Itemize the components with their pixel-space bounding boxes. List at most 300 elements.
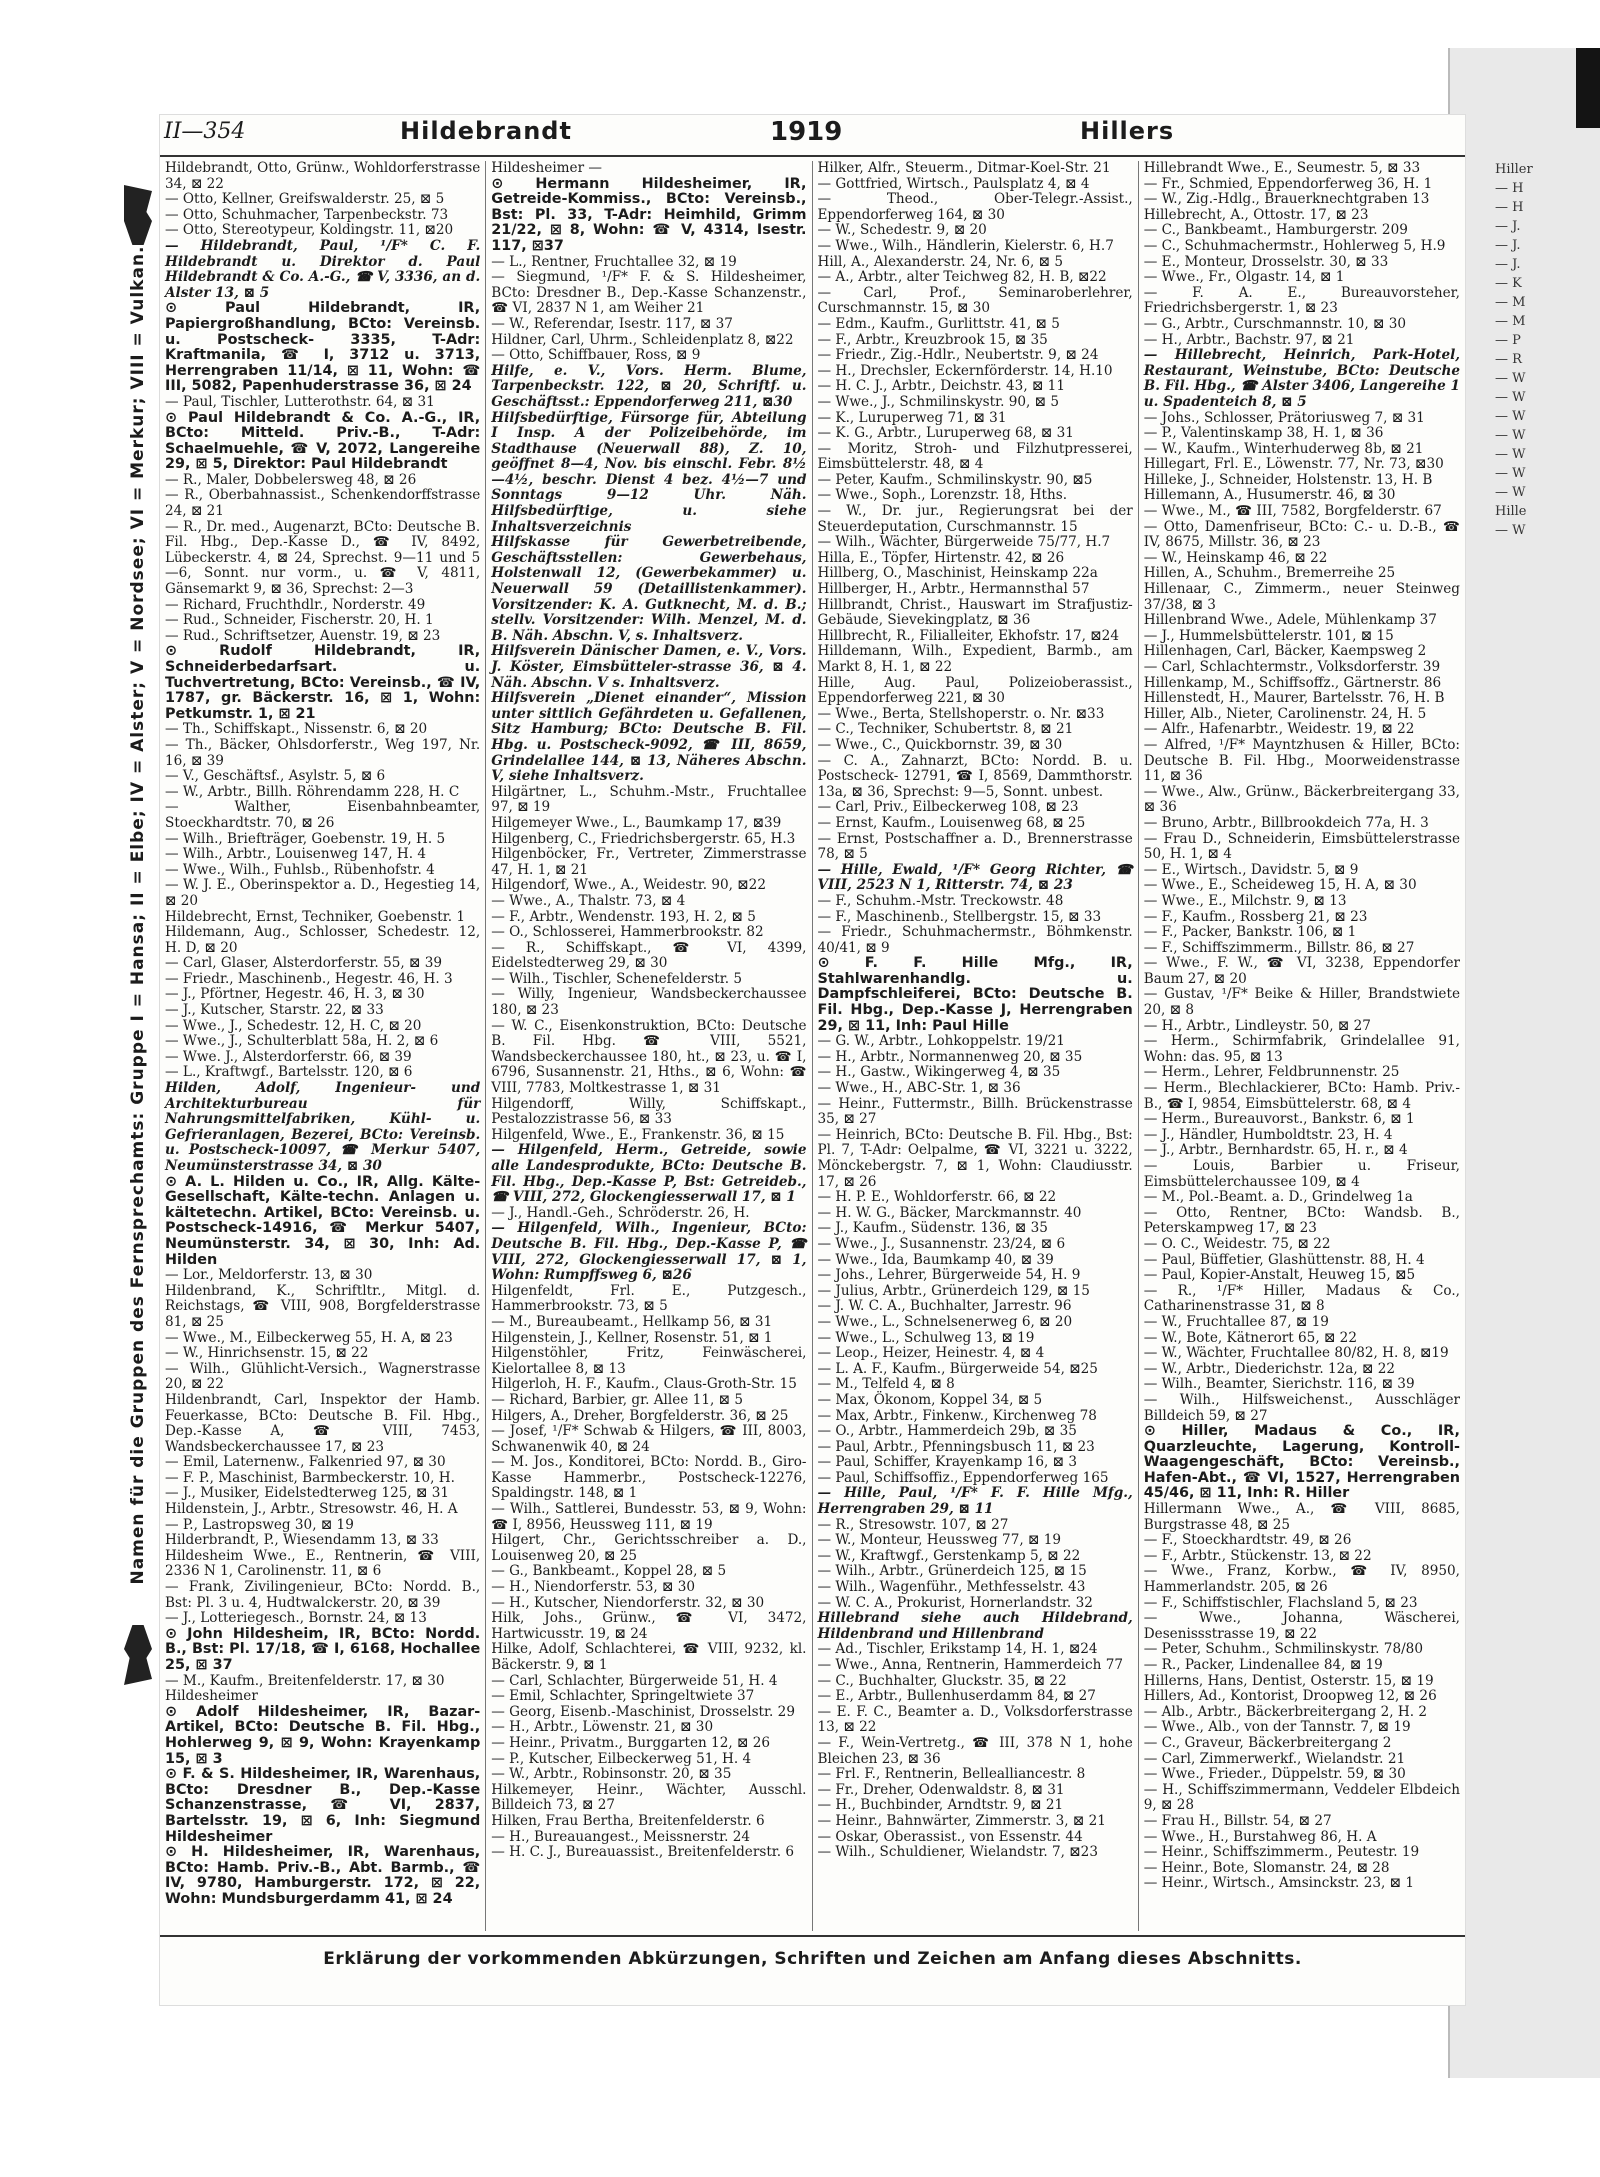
directory-entry: — J., Hummelsbüttelerstr. 101, ⊠ 15 [1143, 627, 1394, 644]
directory-entry: Hilk, Johs., Grünw., ☎ VI, 3472, Hartwicusstr. 19, ⊠ 24 [491, 1610, 807, 1642]
directory-entry: — Louis, Barbier u. Friseur, Eimsbüttelerchaussee 109, ⊠ 4 [1143, 1158, 1460, 1190]
directory-entry: — A., Arbtr., alter Teichweg 82, H. B, ⊠22 [817, 269, 1107, 286]
directory-entry: — Peter, Schuhm., Schmilinskystr. 78/80 [1143, 1641, 1423, 1658]
scan-border [1576, 48, 1600, 128]
directory-entry: Hillebrandt Wwe., E., Seumestr. 5, ⊠ 33 [1143, 161, 1421, 176]
directory-entry: Hilkemeyer, Heinr., Wächter, Ausschl. Billdeich 73, ⊠ 27 [491, 1781, 807, 1814]
directory-entry: Hillebrecht, A., Ottostr. 17, ⊠ 23 [1143, 206, 1369, 223]
directory-entry: — W., Heinskamp 46, ⊠ 22 [1143, 549, 1328, 566]
directory-entry: — Wilh., Arbtr., Louisenweg 147, H. 4 [165, 846, 427, 863]
page-number: II—354 [164, 119, 246, 144]
header-rule [160, 155, 1465, 157]
directory-entry: ⊙ Paul Hildebrandt, IR, Papiergroßhandlung, BCto: Vereinsb. u. Postscheck- 3335, T-Adr: Kraftmanila, ☎ I, 3712 u. 3713, Herrengraben 11/14, ⊠ 11, Wohn: ☎ III, 5082, Papenhuderstrasse 36, ⊠ 24 [165, 300, 481, 395]
directory-entry: — Paul, Schiffer, Krayenkamp 16, ⊠ 3 [817, 1454, 1077, 1471]
directory-entry: Hillegart, Frl. E., Löwenstr. 77, Nr. 73, ⊠30 [1143, 456, 1444, 473]
directory-entry: Hillenkamp, M., Schiffsoffz., Gärtnerstr. 86 [1143, 674, 1442, 691]
directory-entry: — Wwe., J., Schulterblatt 58a, H. 2, ⊠ 6 [165, 1033, 439, 1050]
directory-entry: — W., Fruchtallee 87, ⊠ 19 [1143, 1313, 1329, 1330]
fragment-line: — W [1495, 523, 1526, 538]
directory-entry: — Ernst, Kaufm., Louisenweg 68, ⊠ 25 [817, 814, 1086, 831]
directory-entry: — F. A. E., Bureauvorsteher, Friedrichsbergerstr. 1, ⊠ 23 [1143, 284, 1460, 317]
directory-entry: Hilke, Adolf, Schlachterei, ☎ VIII, 9232, kl. Bäckerstr. 9, ⊠ 1 [491, 1641, 807, 1673]
directory-entry: — L., Kraftwgf., Bartelsstr. 120, ⊠ 6 [165, 1064, 413, 1081]
directory-entry: — Otto, Damenfriseur, BCto: C.- u. D.-B., ☎ IV, 8675, Millstr. 36, ⊠ 23 [1143, 518, 1460, 551]
directory-entry: — E. F. C., Beamter a. D., Volksdorferstrasse 13, ⊠ 22 [817, 1703, 1133, 1736]
directory-entry: — V., Geschäftsf., Asylstr. 5, ⊠ 6 [165, 768, 386, 785]
directory-entry: — Hillebrecht, Heinrich, Park-Hotel, Restaurant, Weinstube, BCto: Deutsche B. Fil. Hbg., ☎ Alster 3406, Langereihe 1 u. Spadenteich 8, ⊠ 5 [1143, 347, 1460, 410]
directory-entry: Hillbrandt, Christ., Hauswart im Strafjustiz-Gebäude, Sievekingplatz, ⊠ 36 [817, 596, 1133, 629]
directory-entry: — R., Dr. med., Augenarzt, BCto: Deutsche B. Fil. Hbg., Dep.-Kasse D., ☎ IV, 8492, Lübeckerstr. 4, ⊠ 24, Sprechst. 9—11 und 5—6, Sonnt. nur vorm., u. ☎ V, 4811, Gänsemarkt 9, ⊠ 36, Sprechst: 2—3 [165, 518, 481, 598]
directory-entry: — Johs., Lehrer, Bürgerweide 54, H. 9 [817, 1267, 1081, 1284]
directory-entry: — Richard, Barbier, gr. Allee 11, ⊠ 5 [491, 1391, 743, 1408]
directory-entry: — P., Kutscher, Eilbeckerweg 51, H. 4 [491, 1750, 752, 1767]
directory-entry: — Carl, Schlachtermstr., Volksdorferstr. 39 [1143, 659, 1441, 675]
directory-entry: — Otto, Stereotypeur, Koldingstr. 11, ⊠20 [165, 222, 454, 239]
directory-entry: ⊙ F. & S. Hildesheimer, IR, Warenhaus, BCto: Dresdner B., Dep.-Kasse Schanzenstrasse, ☎ VI, 2837, Bartelsstr. 19, ⊠ 6, Inh: Siegmund Hildesheimer [165, 1766, 481, 1845]
directory-page [128, 115, 1465, 2005]
directory-entry: Hilgerloh, H. F., Kaufm., Claus-Groth-Str. 15 [491, 1376, 797, 1393]
directory-entry: — F., Maschinenb., Stellbergstr. 15, ⊠ 33 [817, 908, 1102, 925]
fragment-line: — J. [1495, 257, 1521, 272]
directory-entry: — Wwe., Anna, Rentnerin, Hammerdeich 77 [817, 1657, 1124, 1673]
directory-entry: Hilgendorf, Wwe., A., Weidestr. 90, ⊠22 [491, 877, 766, 894]
directory-entry: — F., Arbtr., Wendenstr. 193, H. 2, ⊠ 5 [491, 908, 756, 925]
directory-entry: — Wilh., Glühlicht-Versich., Wagnerstrasse 20, ⊠ 22 [165, 1360, 481, 1393]
directory-entry: — R., Schiffskapt., ☎ VI, 4399, Eidelstedterweg 29, ⊠ 30 [491, 939, 807, 972]
directory-entry: Hille, Aug. Paul, Polizeioberassist., Eppendorferweg 221, ⊠ 30 [817, 674, 1133, 707]
directory-entry: Hildebrecht, Ernst, Techniker, Goebenstr. 1 [165, 908, 466, 925]
directory-entry: Hildenbrand, K., Schriftltr., Mitgl. d. Reichstags, ☎ VIII, 908, Borgfelderstrasse 81, ⊠ 25 [165, 1282, 481, 1330]
directory-entry: — Alb., Arbtr., Bäckerbreitergang 2, H. 2 [1143, 1703, 1428, 1720]
directory-entry: — F., Schiffstischler, Flachsland 5, ⊠ 23 [1143, 1594, 1418, 1611]
directory-entry: — O., Schlosserei, Hammerbrookstr. 82 [491, 924, 764, 941]
directory-entry: — Frl. F., Rentnerin, Bellealliancestr. 8 [817, 1766, 1086, 1783]
fragment-line: — W [1495, 428, 1526, 443]
directory-entry: — H., Drechsler, Eckernförderstr. 14, H.10 [817, 362, 1113, 379]
directory-entry: — Wilh., Arbtr., Grünerdeich 125, ⊠ 15 [817, 1563, 1087, 1580]
directory-entry: Hilgenfeld, Wwe., E., Frankenstr. 36, ⊠ 15 [491, 1126, 785, 1143]
directory-entry: — H., Gastw., Wikingerweg 4, ⊠ 35 [817, 1064, 1061, 1081]
directory-entry: — Paul, Büffetier, Glashüttenstr. 88, H. 4 [1143, 1251, 1425, 1268]
directory-entry: — Rud., Schneider, Fischerstr. 20, H. 1 [165, 612, 434, 629]
directory-entry: — C., Graveur, Bäckerbreitergang 2 [1143, 1734, 1392, 1751]
directory-entry: — Alfred, ¹/F* Mayntzhusen & Hiller, BCto: Deutsche B. Fil. Hbg., Moorweidenstrasse 11, ⊠ 36 [1143, 736, 1460, 785]
fragment-line: — R [1495, 352, 1522, 367]
directory-entry: — M., Bureaubeamt., Hellkamp 56, ⊠ 31 [491, 1313, 773, 1330]
directory-entry: — Paul, Arbtr., Pfenningsbusch 11, ⊠ 23 [817, 1438, 1095, 1455]
directory-entry: ⊙ Paul Hildebrandt & Co. A.-G., IR, BCto: Mitteld. Priv.-B., T-Adr: Schaelmuehle, ☎ V, 2072, Langereihe 29, ⊠ 5, Direktor: Paul Hildebrandt [165, 409, 481, 473]
directory-entry: — L., Rentner, Fruchtallee 32, ⊠ 19 [491, 253, 737, 270]
directory-entry: — Wwe., J., Schmilinskystr. 90, ⊠ 5 [817, 393, 1060, 410]
directory-entry: Hilldemann, Wilh., Expedient, Barmb., am Markt 8, H. 1, ⊠ 22 [817, 643, 1133, 675]
directory-entry: — Frau H., Billstr. 54, ⊠ 27 [1143, 1812, 1332, 1829]
directory-entry: — H., Arbtr., Lindleystr. 50, ⊠ 27 [1143, 1017, 1371, 1034]
fragment-line: — W [1495, 447, 1526, 462]
directory-entry: — J., Kutscher, Starstr. 22, ⊠ 33 [165, 1002, 384, 1019]
directory-entry: — Herm., Lehrer, Feldbrunnenstr. 25 [1143, 1064, 1400, 1081]
directory-entry: — R., Packer, Lindenallee 84, ⊠ 19 [1143, 1657, 1383, 1673]
directory-entry: — G. W., Arbtr., Lohkoppelstr. 19/21 [817, 1033, 1065, 1050]
directory-entry: — Wilh., Tischler, Schenefelderstr. 5 [491, 970, 743, 987]
directory-entry: Hillenhagen, Carl, Bäcker, Kaempsweg 2 [1143, 643, 1427, 660]
directory-entry: — E., Wirtsch., Davidstr. 5, ⊠ 9 [1143, 861, 1359, 878]
directory-entry: — H. C. J., Bureauassist., Breitenfelderstr. 6 [491, 1844, 795, 1861]
directory-entry: Hilgers, A., Dreher, Borgfelderstr. 36, ⊠ 25 [491, 1407, 789, 1424]
fragment-line: — W [1495, 371, 1526, 386]
directory-entry: Hillberg, O., Maschinist, Heinskamp 22a [817, 565, 1098, 582]
directory-entry: Hildebrandt, Otto, Grünw., Wohldorferstrasse 34, ⊠ 22 [165, 161, 481, 192]
directory-entry: — Otto, Schuhmacher, Tarpenbeckstr. 73 [165, 206, 449, 223]
directory-entry: — Wilh., Schuldiener, Wielandstr. 7, ⊠23 [817, 1844, 1098, 1861]
directory-entry: — H., Bureauangest., Meissnerstr. 24 [491, 1828, 751, 1845]
directory-entry: — Otto, Schiffbauer, Ross, ⊠ 9 [491, 347, 701, 364]
directory-entry: — M., Kaufm., Breitenfelderstr. 17, ⊠ 30 [165, 1672, 445, 1689]
first-surname: Hildebrandt [400, 117, 572, 145]
fragment-line: Hiller [1495, 162, 1533, 177]
directory-entry: Hilgenstöhler, Fritz, Feinwäscherei, Kielortallee 8, ⊠ 13 [491, 1345, 807, 1377]
directory-entry: — Wwe., Wilh., Fuhlsb., Rübenhofstr. 4 [165, 861, 435, 878]
directory-entry: ⊙ John Hildesheim, IR, BCto: Nordd. B., Bst: Pl. 17/18, ☎ I, 6168, Hochallee 25, ⊠ 37 [165, 1625, 481, 1673]
directory-entry: — C., Buchhalter, Gluckstr. 35, ⊠ 22 [817, 1672, 1067, 1689]
directory-entry: — J. W. C. A., Buchhalter, Jarrestr. 96 [817, 1298, 1072, 1315]
directory-entry: — Wwe., J., Schedestr. 12, H. C, ⊠ 20 [165, 1017, 422, 1034]
adjacent-page-fragments [1495, 160, 1595, 540]
directory-entry: — W. J. E., Oberinspektor a. D., Hegestieg 14, ⊠ 20 [165, 877, 481, 909]
directory-entry: — H., Arbtr., Löwenstr. 21, ⊠ 30 [491, 1719, 714, 1736]
directory-entry: — M., Pol.-Beamt. a. D., Grindelweg 1a [1143, 1189, 1413, 1206]
directory-entry: — F., Stoeckhardtstr. 49, ⊠ 26 [1143, 1532, 1352, 1549]
directory-entry: Hilken, Frau Bertha, Breitenfelderstr. 6 [491, 1812, 765, 1829]
directory-entry: — Wwe., Johanna, Wäscherei, Desenissstrasse 19, ⊠ 22 [1143, 1610, 1460, 1642]
directory-entry: Hilgenberg, C., Friedrichsbergerstr. 65, H.3 [491, 830, 796, 847]
directory-entry: — Max, Ökonom, Koppel 34, ⊠ 5 [817, 1391, 1043, 1408]
directory-entry: — Herm., Blechlackierer, BCto: Hamb. Priv.-B., ☎ I, 9854, Eimsbüttelerstr. 68, ⊠ 4 [1143, 1080, 1460, 1112]
fragment-line: — W [1495, 390, 1526, 405]
directory-entry: Hilgemeyer Wwe., L., Baumkamp 17, ⊠39 [491, 814, 782, 831]
directory-entry: Hildesheimer — [491, 161, 603, 176]
directory-entry: ⊙ Adolf Hildesheimer, IR, Bazar-Artikel, BCto: Deutsche B. Fil. Hbg., Hohlerweg 9, ⊠ 9, Wohn: Krayenkamp 15, ⊠ 3 [165, 1703, 481, 1767]
exchange-group-banner [118, 205, 158, 1655]
directory-entry: — Frau D., Schneiderin, Eimsbüttelerstrasse 50, H. 1, ⊠ 4 [1143, 830, 1460, 863]
directory-entry: Hildenbrandt, Carl, Inspektor der Hamb. Feuerkasse, BCto: Deutsche B. Fil. Hbg., Dep.-Kasse A, ☎ VIII, 7453, Wandsbeckerchaussee 17, ⊠ 23 [165, 1391, 481, 1455]
directory-entry: — Wilh., Wagenführ., Methfesselstr. 43 [817, 1579, 1086, 1596]
directory-entry: — Heinr., Wirtsch., Amsinckstr. 23, ⊠ 1 [1143, 1875, 1415, 1892]
directory-entry: — O. C., Weidestr. 75, ⊠ 22 [1143, 1235, 1331, 1252]
directory-entry: — M. Jos., Konditorei, BCto: Nordd. B., Giro-Kasse Hammerbr., Postscheck-12276, Spaldingstr. 148, ⊠ 1 [491, 1454, 807, 1502]
column-2 [486, 161, 812, 1931]
directory-entry: — Wwe., Ida, Baumkamp 40, ⊠ 39 [817, 1251, 1054, 1268]
directory-entry: — W., Hinrichsenstr. 15, ⊠ 22 [165, 1345, 369, 1362]
column-1 [160, 161, 486, 1931]
directory-entry: — F., Wein-Vertretg., ☎ III, 378 N 1, hohe Bleichen 23, ⊠ 36 [817, 1734, 1133, 1767]
directory-entry: — Georg, Eisenb.-Maschinist, Drosselstr. 29 [491, 1703, 795, 1720]
directory-entry: — Siegmund, ¹/F* F. & S. Hildesheimer, BCto: Dresdner B., Dep.-Kasse Schanzenstr., ☎ VI, 2837 N 1, am Weiher 21 [491, 269, 807, 317]
directory-entry: — Friedr., Maschinenb., Hegestr. 46, H. 3 [165, 970, 453, 987]
directory-entry: — Herm., Schirmfabrik, Grindelallee 91, Wohn: das. 95, ⊠ 13 [1143, 1033, 1460, 1065]
fragment-line: — W [1495, 409, 1526, 424]
directory-entry: Hillers, Ad., Kontorist, Droopweg 12, ⊠ 26 [1143, 1688, 1437, 1705]
directory-entry: — K. G., Arbtr., Luruperweg 68, ⊠ 31 [817, 425, 1074, 442]
directory-entry: — Ad., Tischler, Erikstamp 14, H. 1, ⊠24 [817, 1641, 1098, 1658]
directory-entry: — Wwe., H., Burstahweg 86, H. A [1143, 1828, 1377, 1845]
fragment-line: Hille [1495, 504, 1527, 519]
directory-entry: — J., Musiker, Eidelstedterweg 125, ⊠ 31 [165, 1485, 450, 1502]
directory-entry: — Carl, Glaser, Alsterdorferstr. 55, ⊠ 39 [165, 955, 443, 972]
directory-entry: — Carl, Zimmerwerkf., Wielandstr. 21 [1143, 1750, 1406, 1767]
directory-entry: Hildner, Carl, Uhrm., Schleidenplatz 8, ⊠22 [491, 331, 794, 348]
directory-entry: — Gustav, ¹/F* Beike & Hiller, Brandstwiete 20, ⊠ 8 [1143, 986, 1460, 1019]
directory-entry: — Wwe., Alw., Grünw., Bäckerbreitergang 33, ⊠ 36 [1143, 783, 1460, 816]
directory-entry: — Paul, Schiffsoffiz., Eppendorferweg 165 [817, 1469, 1109, 1486]
directory-entry: Hildesheimer [165, 1688, 258, 1705]
directory-entry: ⊙ Hermann Hildesheimer, IR, Getreide-Kommiss., BCto: Vereinsb., Bst: Pl. 33, T-Adr: Heimhild, Grimm 21/22, ⊠ 8, Wohn: ☎ V, 4314, Isestr. 117, ⊠37 [491, 175, 807, 254]
directory-entry: Hilker, Alfr., Steuerm., Ditmar-Koel-Str. 21 [817, 161, 1111, 176]
directory-entry: — K., Luruperweg 71, ⊠ 31 [817, 409, 1007, 426]
directory-entry: — Th., Schiffskapt., Nissenstr. 6, ⊠ 20 [165, 721, 428, 738]
column-4 [1139, 161, 1465, 1931]
directory-entry: — Hilgenfeld, Wilh., Ingenieur, BCto: Deutsche B. Fil. Hbg., Dep.-Kasse P, ☎ VIII, 272, Glockengiesserwall 17, ⊠ 1, Wohn: Rumpffsweg 6, ⊠26 [491, 1220, 807, 1284]
directory-entry: — Max, Arbtr., Finkenw., Kirchenweg 78 [817, 1407, 1097, 1424]
directory-entry: Hilfsverein Dänischer Damen, e. V., Vors. J. Köster, Eimsbütteler-strasse 36, ⊠ 4. Näh. Abschn. V s. Inhaltsverz. [491, 643, 807, 691]
directory-entry: — Wilh., Wächter, Bürgerweide 75/77, H.7 [817, 534, 1111, 551]
directory-entry: — Frank, Zivilingenieur, BCto: Nordd. B., Bst: Pl. 3 u. 4, Hudtwalckerstr. 20, ⊠ 39 [165, 1579, 481, 1611]
fragment-line: — H [1495, 181, 1524, 196]
directory-entry: — G., Arbtr., Curschmannstr. 10, ⊠ 30 [1143, 315, 1406, 332]
directory-entry: — Oskar, Oberassist., von Essenstr. 44 [817, 1828, 1083, 1845]
directory-entry: — Wilh., Hilfsweichenst., Ausschläger Billdeich 59, ⊠ 27 [1143, 1391, 1460, 1424]
directory-entry: — H., Buchbinder, Arndtstr. 9, ⊠ 21 [817, 1797, 1064, 1814]
page-header [160, 115, 1465, 153]
fragment-line: — J. [1495, 219, 1521, 234]
directory-entry: — Wilh., Sattlerei, Bundesstr. 53, ⊠ 9, Wohn: ☎ I, 8956, Heussweg 111, ⊠ 19 [491, 1501, 807, 1533]
directory-entry: — C., Schuhmachermstr., Hohlerweg 5, H.9 [1143, 237, 1446, 254]
directory-entry: — Heinr., Schiffszimmerm., Peutestr. 19 [1143, 1844, 1420, 1861]
directory-entry: — W., Bote, Kätnerort 65, ⊠ 22 [1143, 1329, 1357, 1346]
directory-entry: — Edm., Kaufm., Gurlittstr. 41, ⊠ 5 [817, 315, 1060, 332]
directory-entry: — Walther, Eisenbahnbeamter, Stoeckhardtstr. 70, ⊠ 26 [165, 799, 481, 831]
directory-entry: Hildesheim Wwe., E., Rentnerin, ☎ VIII, 2336 N 1, Carolinenstr. 11, ⊠ 6 [165, 1547, 481, 1580]
directory-entry: Hillenstedt, H., Maurer, Bartelsstr. 76, H. B [1143, 690, 1445, 707]
directory-entry: — Leop., Heizer, Heinestr. 4, ⊠ 4 [817, 1345, 1045, 1362]
directory-entry: — J., Kaufm., Südenstr. 136, ⊠ 35 [817, 1220, 1048, 1237]
directory-entry: — L. A. F., Kaufm., Bürgerweide 54, ⊠25 [817, 1360, 1098, 1377]
directory-entry: — Lor., Meldorferstr. 13, ⊠ 30 [165, 1267, 373, 1284]
directory-entry: Hillenbrand Wwe., Adele, Mühlenkamp 37 [1143, 612, 1437, 629]
directory-entry: — H., Schiffszimmermann, Veddeler Elbdeich 9, ⊠ 28 [1143, 1781, 1460, 1814]
directory-entry: Hillemann, A., Husumerstr. 46, ⊠ 30 [1143, 487, 1396, 504]
directory-entry: ⊙ F. F. Hille Mfg., IR, Stahlwarenhandlg. u. Dampfschleiferei, BCto: Deutsche B. Fil. Hbg., Dep.-Kasse J, Herrengraben 29, ⊠ 11, Inh: Paul Hille [817, 955, 1133, 1034]
directory-entry: Hilgert, Chr., Gerichtsschreiber a. D., Louisenweg 20, ⊠ 25 [491, 1532, 807, 1564]
fragment-line: — M [1495, 295, 1526, 310]
directory-entry: — Th., Bäcker, Ohlsdorferstr., Weg 197, Nr. 16, ⊠ 39 [165, 736, 481, 769]
directory-entry: — W., Monteur, Heussweg 77, ⊠ 19 [817, 1532, 1061, 1549]
directory-entry: Hillberger, H., Arbtr., Hermannsthal 57 [817, 581, 1090, 598]
directory-entry: — Julius, Arbtr., Grünerdeich 129, ⊠ 15 [817, 1282, 1090, 1299]
directory-entry: — F., Arbtr., Stückenstr. 13, ⊠ 22 [1143, 1547, 1372, 1564]
fragment-line: — H [1495, 200, 1524, 215]
directory-entry: — Otto, Kellner, Greifswalderstr. 25, ⊠ 5 [165, 191, 445, 208]
directory-entry: — P., Lastropsweg 30, ⊠ 19 [165, 1516, 354, 1533]
directory-entry: — H., Arbtr., Bachstr. 97, ⊠ 21 [1143, 331, 1355, 348]
directory-entry: — R., Stresowstr. 107, ⊠ 27 [817, 1516, 1009, 1533]
directory-entry: — J., Händler, Humboldtstr. 23, H. 4 [1143, 1126, 1393, 1143]
directory-entry: Hiller, Alb., Nieter, Carolinenstr. 24, H. 5 [1143, 705, 1427, 722]
directory-entry: — W., Zig.-Hdlg., Brauerknechtgraben 13 [1143, 191, 1430, 208]
directory-entry: — W., Dr. jur., Regierungsrat bei der Steuerdeputation, Curschmannstr. 15 [817, 503, 1133, 535]
directory-entry: — W., Kaufm., Winterhuderweg 8b, ⊠ 21 [1143, 440, 1424, 457]
directory-entry: — Gottfried, Wirtsch., Paulsplatz 4, ⊠ 4 [817, 175, 1090, 192]
directory-entry: — Peter, Kaufm., Schmilinskystr. 90, ⊠5 [817, 471, 1093, 488]
directory-entry: — Wwe., F. W., ☎ VI, 3238, Eppendorfer Baum 27, ⊠ 20 [1143, 955, 1460, 987]
directory-entry: — Hilgenfeld, Herm., Getreide, sowie alle Landesprodukte, BCto: Deutsche B. Fil. Hbg., Dep.-Kasse P, Bst: Getreideb., ☎ VIII, 272, Glockengiesserwall 17, ⊠ 1 [491, 1142, 807, 1206]
directory-entry: Hillebrand siehe auch Hildebrand, Hildenbrand und Hillenbrand [817, 1610, 1133, 1642]
directory-entry: — Carl, Prof., Seminaroberlehrer, Curschmannstr. 15, ⊠ 30 [817, 284, 1133, 317]
directory-entry: — Alfr., Hafenarbtr., Weidestr. 19, ⊠ 22 [1143, 721, 1415, 738]
directory-entry: — F., Kaufm., Rossberg 21, ⊠ 23 [1143, 908, 1368, 925]
directory-entry: — Wwe., C., Quickbornstr. 39, ⊠ 30 [817, 736, 1063, 753]
directory-entry: — Heinrich, BCto: Deutsche B. Fil. Hbg., Bst: Pl. 7, T-Adr: Oelpalme, ☎ VI, 3221 u. 3222, Mönckebergstr. 7, ⊠ 1, Wohn: Claudiusstr. 17, ⊠ 26 [817, 1126, 1133, 1190]
directory-entry: — Friedr., Schuhmachermstr., Böhmkenstr. 40/41, ⊠ 9 [817, 924, 1133, 956]
directory-entry: — Wwe., E., Scheideweg 15, H. A, ⊠ 30 [1143, 877, 1417, 894]
directory-entry: — H., Kutscher, Niendorferstr. 32, ⊠ 30 [491, 1594, 765, 1611]
directory-entry: ⊙ H. Hildesheimer, IR, Warenhaus, BCto: Hamb. Priv.-B., Abt. Barmb., ☎ IV, 9780, Hamburgerstr. 172, ⊠ 22, Wohn: Mundsburgerdamm 41, ⊠ 24 [165, 1844, 481, 1907]
directory-entry: — W., Arbtr., Billh. Röhrendamm 228, H. C [165, 783, 460, 800]
directory-entry: — W., Referendar, Isestr. 117, ⊠ 37 [491, 315, 733, 332]
directory-entry: Hilgärtner, L., Schuhm.-Mstr., Fruchtallee 97, ⊠ 19 [491, 783, 807, 816]
directory-entry: — R., Oberbahnassist., Schenkendorffstrasse 24, ⊠ 21 [165, 487, 481, 520]
directory-entry: Hildemann, Aug., Schlosser, Schedestr. 12, H. D, ⊠ 20 [165, 924, 481, 956]
directory-entry: — F., Packer, Bankstr. 106, ⊠ 1 [1143, 924, 1357, 941]
directory-entry: — Heinr., Privatm., Burggarten 12, ⊠ 26 [491, 1734, 771, 1751]
directory-entry: — Paul, Kopier-Anstalt, Heuweg 15, ⊠5 [1143, 1267, 1416, 1284]
directory-entry: — C. A., Zahnarzt, BCto: Nordd. B. u. Postscheck- 12791, ☎ I, 8569, Dammthorstr. 13a, ⊠ 36, Sprechst: 9—5, Sonnt. unbest. [817, 752, 1133, 800]
directory-entry: — Rud., Schriftsetzer, Auenstr. 19, ⊠ 23 [165, 627, 441, 644]
directory-entry: — F., Schiffszimmerm., Billstr. 86, ⊠ 27 [1143, 939, 1415, 956]
directory-entry: — E., Arbtr., Bullenhuserdamm 84, ⊠ 27 [817, 1688, 1096, 1705]
directory-entry: — W., Wächter, Fruchtallee 80/82, H. 8, ⊠19 [1143, 1345, 1449, 1362]
directory-entry: Hilgenböcker, Fr., Vertreter, Zimmerstrasse 47, H. 1, ⊠ 21 [491, 846, 807, 878]
directory-entry: — Carl, Priv., Eilbeckerweg 108, ⊠ 23 [817, 799, 1079, 816]
directory-entry: ⊙ Hiller, Madaus & Co., IR, Quarzleuchte, Lagerung, Kontroll-Waagengeschäft, BCto: Vereinsb., Hafen-Abt., ☎ VI, 1527, Herrengraben 45/46, ⊠ 11, Inh: R. Hiller [1143, 1423, 1460, 1502]
directory-entry: Hilgenfeldt, Frl. E., Putzgesch., Hammerbrookstr. 73, ⊠ 5 [491, 1282, 807, 1315]
footer-rule [160, 1935, 1465, 1937]
directory-entry: — Wwe., E., Milchstr. 9, ⊠ 13 [1143, 892, 1347, 909]
directory-entry: — Wwe. J., Alsterdorferstr. 66, ⊠ 39 [165, 1048, 412, 1065]
directory-entry: Hilfskasse für Gewerbetreibende, Geschäftsstellen: Gewerbehaus, Holstenwall 12, (Gewerbekammer) u. Neuerwall 59 (Detaillistenkammer). Vorsitzender: K. A. Gutknecht, M. d. B.; stellv. Vorsitzender: Wilh. Menzel, M. d. B. Näh. Abschn. V, s. Inhaltsverz. [491, 534, 807, 644]
directory-entry: — J., Lotteriegesch., Bornstr. 24, ⊠ 13 [165, 1610, 427, 1627]
directory-entry: — O., Arbtr., Hammerdeich 29b, ⊠ 35 [817, 1423, 1077, 1440]
directory-entry: Hilla, E., Töpfer, Hirtenstr. 42, ⊠ 26 [817, 549, 1065, 566]
directory-entry: — Paul, Tischler, Lutterothstr. 64, ⊠ 31 [165, 393, 435, 410]
directory-entry: — Friedr., Zig.-Hdlr., Neubertstr. 9, ⊠ 24 [817, 347, 1099, 364]
directory-entry: — Wwe., M., ☎ III, 7582, Borgfelderstr. 67 [1143, 503, 1442, 520]
directory-entry: — H. P. E., Wohldorferstr. 66, ⊠ 22 [817, 1189, 1057, 1206]
directory-columns [160, 161, 1465, 1931]
directory-entry: Hillerns, Hans, Dentist, Osterstr. 15, ⊠ 19 [1143, 1672, 1434, 1689]
directory-entry: Hillen, A., Schuhm., Bremerreihe 25 [1143, 565, 1396, 582]
footer-note: Erklärung der vorkommenden Abkürzungen, Schriften und Zeichen am Anfang dieses Abschnitts. [323, 1949, 1302, 1969]
directory-entry: — W. C., Eisenkonstruktion, BCto: Deutsche B. Fil. Hbg. ☎ VIII, 5521, Wandsbeckerchaussee 180, ht., ⊠ 23, u. ☎ I, 6796, Susannenstr. 21, Hths., ⊠ 6, Wohn: ☎ VIII, 7783, Moltkestrasse 1, ⊠ 31 [491, 1017, 807, 1097]
directory-entry: — Wwe., H., ABC-Str. 1, ⊠ 36 [817, 1080, 1021, 1097]
directory-entry: ⊙ A. L. Hilden u. Co., IR, Allg. Kälte-Gesellschaft, Kälte-techn. Anlagen u. kältetechn. Artikel, BCto: Vereinsb. u. Postscheck-14916, ☎ Merkur 5407, Neumünsterstr. 34, ⊠ 30, Inh: Ad. Hilden [165, 1173, 481, 1268]
directory-entry: — Wwe., A., Thalstr. 73, ⊠ 4 [491, 892, 686, 909]
directory-entry: — E., Monteur, Drosselstr. 30, ⊠ 33 [1143, 253, 1389, 270]
directory-entry: — W. C. A., Prokurist, Hornerlandstr. 32 [817, 1594, 1093, 1611]
directory-entry: — Emil, Schlachter, Springeltwiete 37 [491, 1688, 755, 1705]
last-surname: Hillers [1080, 117, 1175, 145]
directory-entry: Hillermann Wwe., A., ☎ VIII, 8685, Burgstrasse 48, ⊠ 25 [1143, 1501, 1460, 1533]
directory-entry: — Wwe., Alb., von der Tannstr. 7, ⊠ 19 [1143, 1719, 1411, 1736]
directory-entry: — W., Arbtr., Diederichstr. 12a, ⊠ 22 [1143, 1360, 1396, 1377]
directory-entry: Hillbrecht, R., Filialleiter, Ekhofstr. 17, ⊠24 [817, 627, 1119, 644]
directory-entry: — Hille, Paul, ¹/F* F. F. Hille Mfg., Herrengraben 29, ⊠ 11 [817, 1485, 1133, 1518]
directory-entry: — Fr., Dreher, Odenwaldstr. 8, ⊠ 31 [817, 1781, 1065, 1798]
directory-entry: — Josef, ¹/F* Schwab & Hilgers, ☎ III, 8003, Schwanenwik 40, ⊠ 24 [491, 1423, 807, 1455]
directory-entry: — Wwe., Fr., Olgastr. 14, ⊠ 1 [1143, 269, 1345, 286]
directory-entry: — Emil, Laternenw., Falkenried 97, ⊠ 30 [165, 1454, 446, 1471]
fragment-line: — K [1495, 276, 1522, 291]
fragment-line: — M [1495, 314, 1526, 329]
directory-entry: — W., Arbtr., Robinsonstr. 20, ⊠ 35 [491, 1766, 732, 1783]
banner-text: Namen für die Gruppen des Fernsprechamts: Gruppe I = Hansa; II = Elbe; IV = Alster; V = Nordsee; VI = Merkur; VIII = Vulkan. [128, 245, 148, 1585]
directory-entry: — Wwe., Berta, Stellshoperstr. o. Nr. ⊠33 [817, 705, 1105, 722]
column-3 [813, 161, 1139, 1931]
fragment-line: — P [1495, 333, 1521, 348]
directory-entry: Hilleke, J., Schneider, Holstenstr. 13, H. B [1143, 471, 1433, 488]
directory-entry: Hilgenstein, J., Kellner, Rosenstr. 51, ⊠ 1 [491, 1329, 773, 1346]
directory-entry: — Richard, Fruchthdlr., Norderstr. 49 [165, 596, 426, 613]
directory-entry: Hildenstein, J., Arbtr., Stresowstr. 46, H. A [165, 1501, 458, 1518]
fragment-line: — W [1495, 466, 1526, 481]
directory-entry: — Hildebrandt, Paul, ¹/F* C. F. Hildebrandt u. Direktor d. Paul Hildebrandt & Co. A.-G., ☎ V, 3336, an d. Alster 13, ⊠ 5 [165, 237, 481, 301]
fragment-line: — J. [1495, 238, 1521, 253]
directory-entry: Hilfsverein „Dienet einander“, Mission unter sittlich Gefährdeten u. Gefallenen, Sitz Hamburg; BCto: Deutsche B. Fil. Hbg. u. Postscheck-9092, ☎ III, 8659, Grindelallee 144, ⊠ 13, Näheres Abschn. V, siehe Inhaltsverz. [491, 690, 807, 785]
directory-entry: — Wwe., Wilh., Händlerin, Kielerstr. 6, H.7 [817, 237, 1114, 254]
year: 1919 [770, 117, 843, 147]
directory-entry: — F., Schuhm.-Mstr. Treckowstr. 48 [817, 892, 1064, 909]
directory-entry: — Bruno, Arbtr., Billbrookdeich 77a, H. 3 [1143, 814, 1429, 831]
directory-entry: — Wwe., L., Schulweg 13, ⊠ 19 [817, 1329, 1035, 1346]
directory-entry: Hilderbrandt, P., Wiesendamm 13, ⊠ 33 [165, 1532, 439, 1549]
fragment-line: — W [1495, 485, 1526, 500]
directory-entry: — P., Valentinskamp 38, H. 1, ⊠ 36 [1143, 425, 1384, 442]
directory-entry: — Moritz, Stroh- und Filzhutpresserei, Eimsbüttelerstr. 48, ⊠ 4 [817, 440, 1133, 473]
directory-entry: — W., Kraftwgf., Gerstenkamp 5, ⊠ 22 [817, 1547, 1081, 1564]
directory-entry: — Herm., Bureauvorst., Bankstr. 6, ⊠ 1 [1143, 1111, 1415, 1128]
directory-entry: — Heinr., Bote, Slomanstr. 24, ⊠ 28 [1143, 1859, 1390, 1876]
directory-entry: — H., Arbtr., Normannenweg 20, ⊠ 35 [817, 1048, 1083, 1065]
directory-entry: — C., Bankbeamt., Hamburgerstr. 209 [1143, 222, 1408, 239]
directory-entry: — H., Niendorferstr. 53, ⊠ 30 [491, 1579, 696, 1596]
directory-entry: — Wilh., Briefträger, Goebenstr. 19, H. 5 [165, 830, 446, 847]
directory-entry: ⊙ Rudolf Hildebrandt, IR, Schneiderbedarfsart. u. Tuchvertretung, BCto: Vereinsb., ☎ IV, 1787, gr. Bäckerstr. 16, ⊠ 1, Wohn: Petkumstr. 1, ⊠ 21 [165, 643, 481, 722]
directory-entry: — Heinr., Futtermstr., Billh. Brückenstrasse 35, ⊠ 27 [817, 1095, 1133, 1128]
directory-entry: — Fr., Schmied, Eppendorferweg 36, H. 1 [1143, 175, 1433, 192]
directory-entry: — R., Maler, Dobbelersweg 48, ⊠ 26 [165, 471, 417, 488]
directory-entry: Hillenaar, C., Zimmerm., neuer Steinweg 37/38, ⊠ 3 [1143, 581, 1460, 613]
directory-entry: — Wwe., J., Susannenstr. 23/24, ⊠ 6 [817, 1235, 1066, 1252]
directory-entry: — F., Arbtr., Kreuzbrook 15, ⊠ 35 [817, 331, 1048, 348]
directory-entry: — H. C. J., Arbtr., Deichstr. 43, ⊠ 11 [817, 378, 1065, 395]
directory-entry: — C., Techniker, Schubertstr. 8, ⊠ 21 [817, 721, 1074, 738]
directory-entry: — Carl, Schlachter, Bürgerweide 51, H. 4 [491, 1672, 778, 1689]
directory-entry: — J., Arbtr., Bernhardstr. 65, H. r., ⊠ 4 [1143, 1142, 1408, 1159]
directory-entry: — Wwe., M., Eilbeckerweg 55, H. A, ⊠ 23 [165, 1329, 453, 1346]
directory-entry: — H. W. G., Bäcker, Marckmannstr. 40 [817, 1204, 1082, 1221]
directory-entry: Hilfsbedürftige, Fürsorge für, Abteilung I Insp. A der Polizeibehörde, im Stadthause (Neuerwall 88), Z. 10, geöffnet 8—4, Nov. bis einschl. Febr. 8½—4½, beschr. Dienst 4 bez. 4½—7 und Sonntags 9—12 Uhr. Näh. Hilfsbedürftige, u. siehe Inhaltsverzeichnis [491, 409, 807, 535]
directory-entry: — Theod., Ober-Telegr.-Assist., Eppendorferweg 164, ⊠ 30 [817, 191, 1133, 223]
directory-entry: — J., Handl.-Geh., Schröderstr. 26, H. [491, 1204, 750, 1221]
